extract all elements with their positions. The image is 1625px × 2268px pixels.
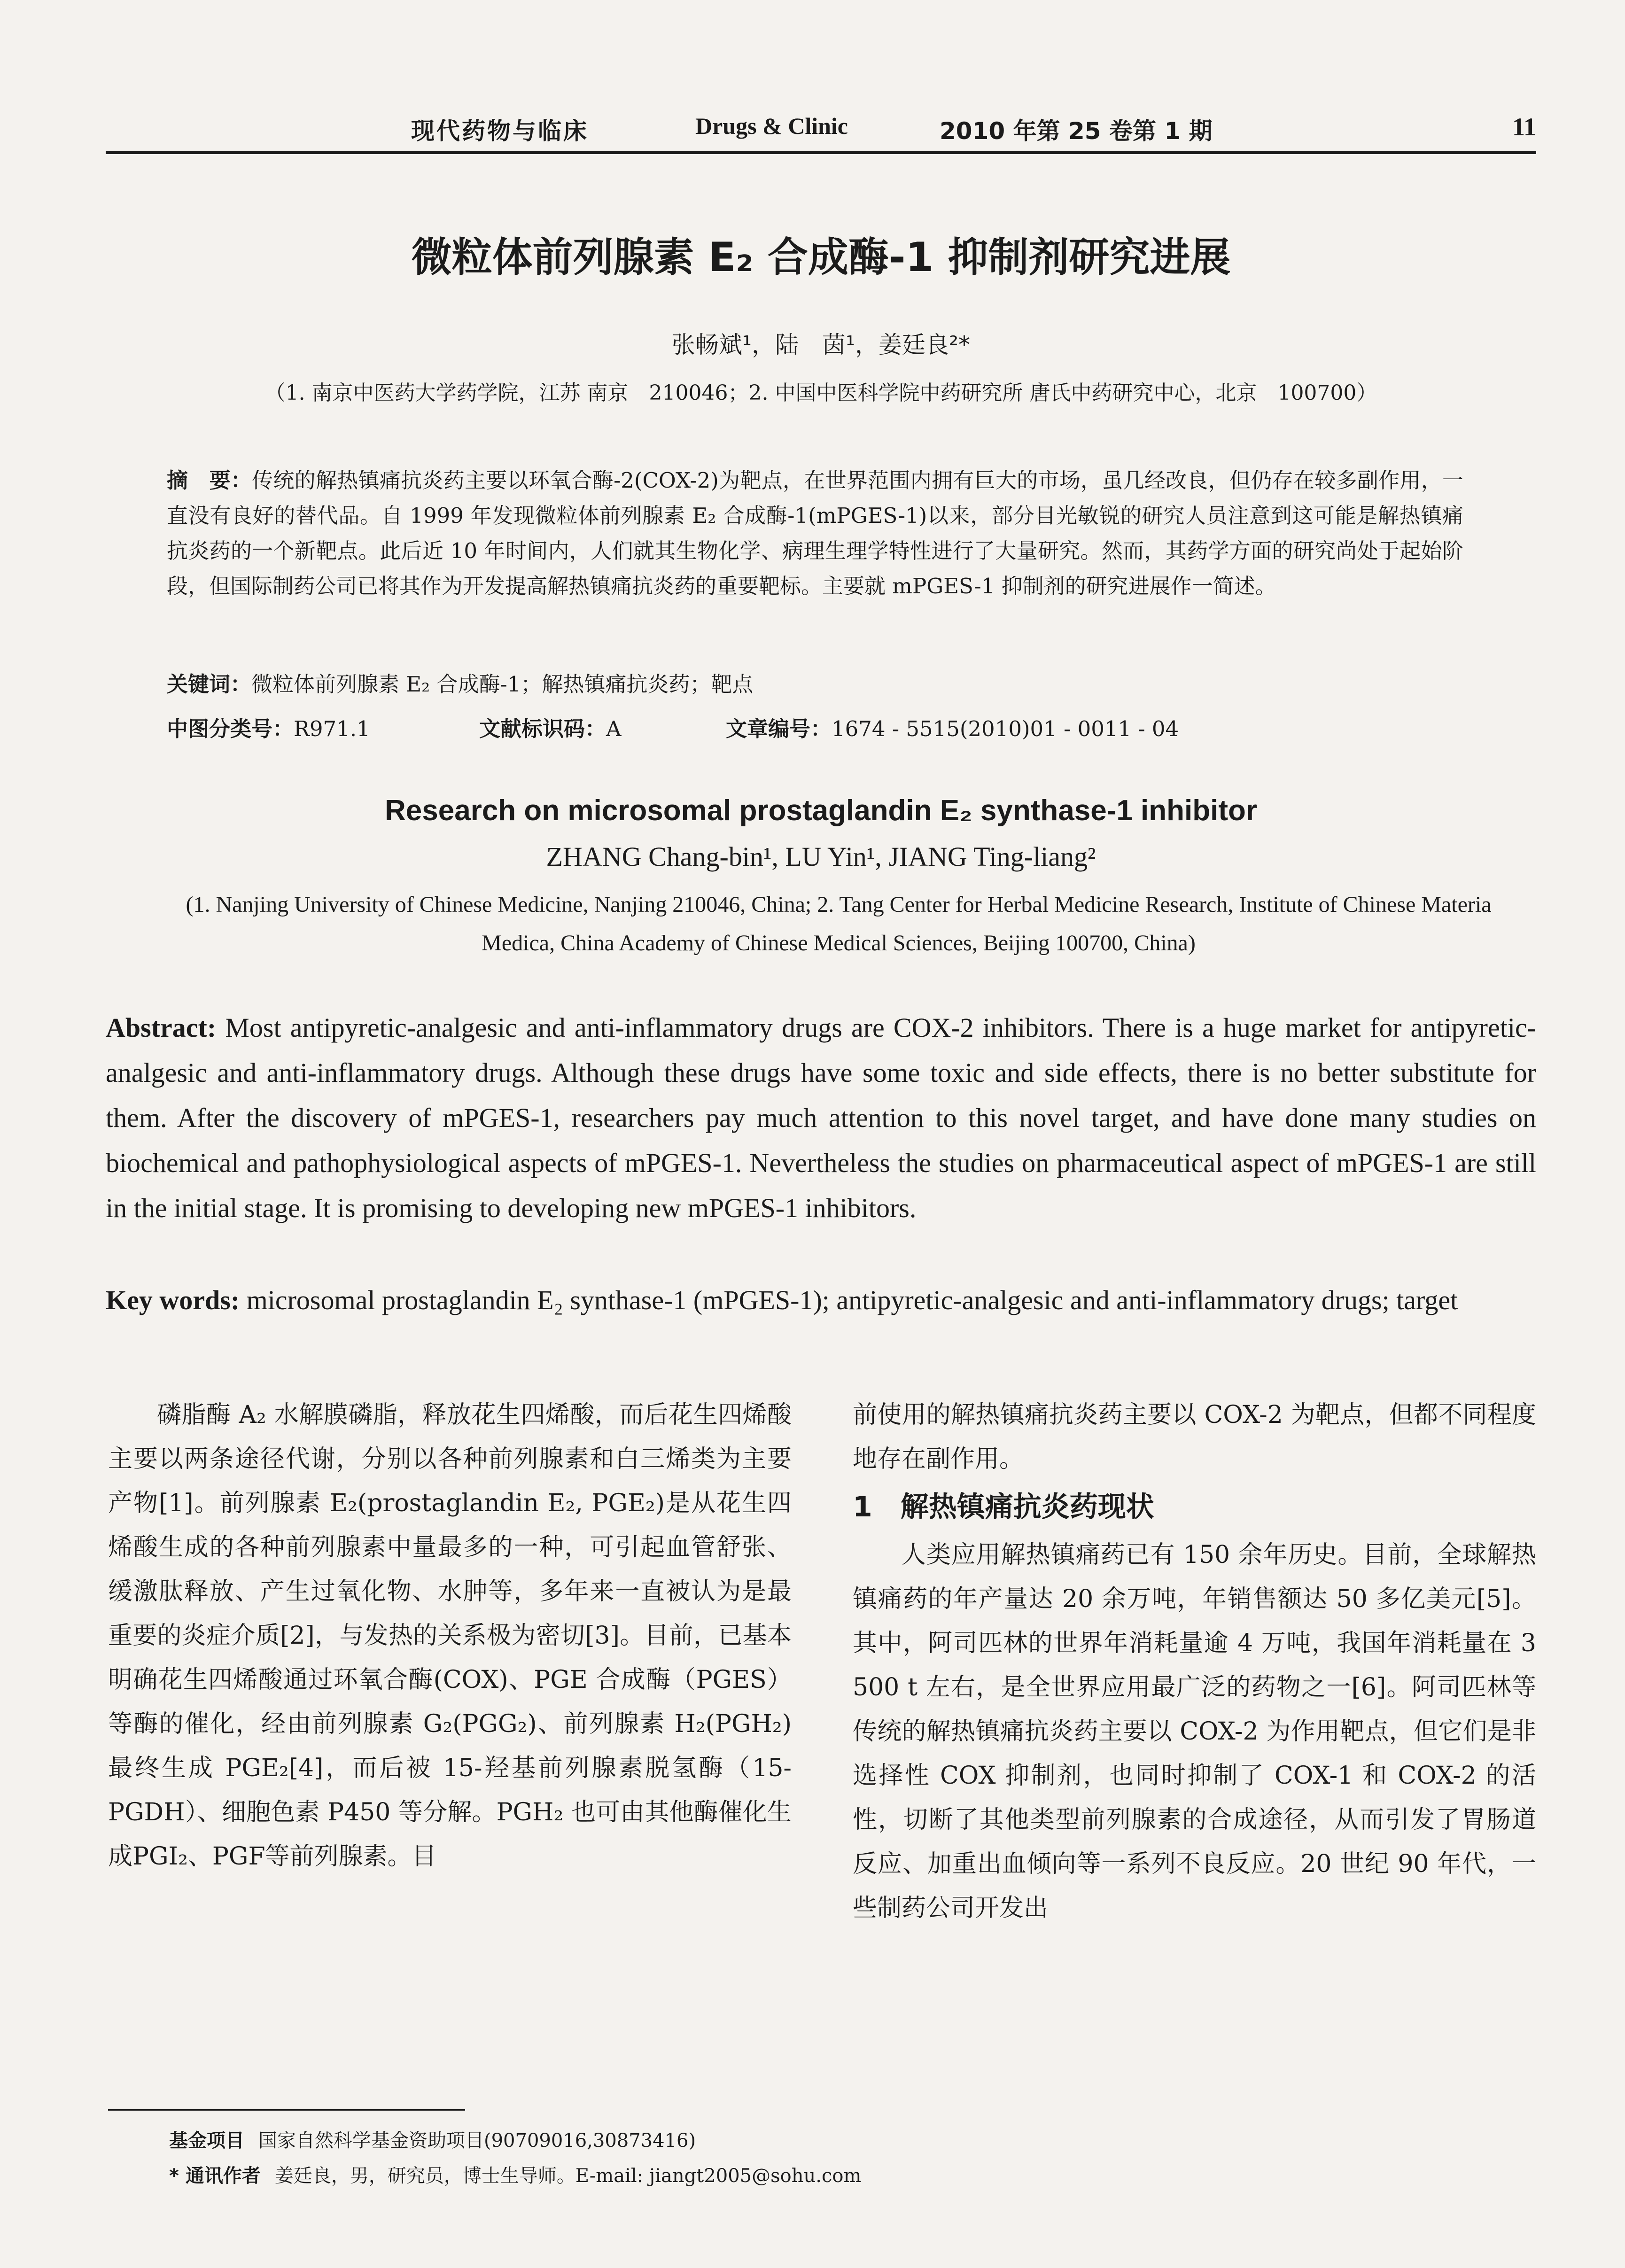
article-title-en: Research on microsomal prostaglandin E₂ synthase-1 inhibitor xyxy=(385,794,1257,827)
body-paragraph: 前使用的解热镇痛抗炎药主要以 COX-2 为靶点，但都不同程度地存在副作用。 xyxy=(853,1401,1536,1473)
clc-number: 中图分类号：R971.1 xyxy=(167,716,370,741)
page-number: 11 xyxy=(1512,113,1536,141)
footnotes xyxy=(169,2123,1203,2194)
article-title-cn: 微粒体前列腺素 E₂ 合成酶-1 抑制剂研究进展 xyxy=(411,234,1231,281)
body-paragraph: 磷脂酶 A₂ 水解膜磷脂，释放花生四烯酸，而后花生四烯酸主要以两条途径代谢，分别以各种前列腺素和白三烯类为主要产物[1]。前列腺素 E₂(prostaglandin E₂, PGE₂)是从花生四烯酸生成的各种前列腺素中量最多的一种，可引起血管舒张、缓激肽释放、产生过氧化物、水肿等，多年来一直被认为是最重要的炎症介质[2]，与发热的关系极为密切[3]。目前，已基本明确花生四烯酸通过环氧合酶(COX)、PGE 合成酶（PGES）等酶的催化，经由前列腺素 G₂(PGG₂)、前列腺素 H₂(PGH₂)最终生成 PGE₂[4]，而后被 15-羟基前列腺素脱氢酶（15-PGDH）、细胞色素 P450 等分解。PGH₂ 也可由其他酶催化生成PGI₂、PGF等前列腺素。目 xyxy=(108,1401,792,1871)
classification-line xyxy=(167,712,1463,745)
funding-note: 基金项目 国家自然科学基金资助项目(90709016,30873416) xyxy=(169,2130,696,2151)
keywords-en-label: Key words: xyxy=(106,1285,240,1315)
abstract-cn-label: 摘 要： xyxy=(167,468,252,493)
journal-name-en: Drugs & Clinic xyxy=(695,113,848,139)
authors-cn: 张畅斌¹，陆 茵¹，姜廷良²* xyxy=(671,331,971,358)
keywords-cn-label: 关键词： xyxy=(167,672,252,697)
affiliation-en: (1. Nanjing University of Chinese Medicine, Nanjing 210046, China; 2. Tang Center for Herbal Medicine Research, Institute of Chinese Materia Medica, China Academy of Chinese Medical Sciences, Beijing 100700, China) xyxy=(186,892,1492,955)
keywords-en-text: microsomal prostaglandin E₂ synthase-1 (mPGES-1); antipyretic-analgesic and anti-inflammatory drugs; target xyxy=(246,1285,1458,1315)
issue-info: 2010 年第 25 卷第 1 期 xyxy=(940,117,1213,145)
body-column-left xyxy=(108,1393,792,1879)
keywords-en xyxy=(106,1278,1536,1323)
abstract-en-text: Most antipyretic-analgesic and anti-inflammatory drugs are COX-2 inhibitors. There is a huge market for antipyretic-analgesic and anti-inflammatory drugs. Although these drugs have some toxic and side effects, there is no better substitute for them. After the discovery of mPGES-1, researchers pay much attention to this novel target, and have done many studies on biochemical and pathophysiological aspects of mPGES-1. Nevertheless the studies on pharmaceutical aspect of mPGES-1 are still in the initial stage. It is promising to developing new mPGES-1 inhibitors. xyxy=(106,1012,1536,1223)
running-head xyxy=(106,106,1536,153)
keywords-cn-text: 微粒体前列腺素 E₂ 合成酶-1；解热镇痛抗炎药；靶点 xyxy=(251,672,754,697)
authors-en: ZHANG Chang-bin¹, LU Yin¹, JIANG Ting-liang² xyxy=(546,841,1096,872)
abstract-en-label: Abstract: xyxy=(106,1012,217,1043)
abstract-cn xyxy=(167,463,1463,604)
corresponding-author-note: * 通讯作者 姜廷良，男，研究员，博士生导师。E-mail: jiangt2005@sohu.com xyxy=(169,2165,862,2187)
section-heading: 1 解热镇痛抗炎药现状 xyxy=(853,1491,1154,1523)
body-column-right xyxy=(853,1393,1536,1930)
article-number: 文章编号：1674 - 5515(2010)01 - 0011 - 04 xyxy=(726,716,1179,741)
keywords-cn xyxy=(167,667,1463,698)
footnote-rule xyxy=(108,2109,465,2111)
body-paragraph: 人类应用解热镇痛药已有 150 余年历史。目前，全球解热镇痛药的年产量达 20 余万吨，年销售额达 50 多亿美元[5]。其中，阿司匹林的世界年消耗量逾 4 万吨，我国年消耗量在 3 500 t 左右，是全世界应用最广泛的药物之一[6]。阿司匹林等传统的解热镇痛抗炎药主要以 COX-2 为作用靶点，但它们是非选择性 COX 抑制剂，也同时抑制了 COX-1 和 COX-2 的活性，切断了其他类型前列腺素的合成途径，从而引发了胃肠道反应、加重出血倾向等一系列不良反应。20 世纪 90 年代，一些制药公司开发出 xyxy=(853,1541,1536,1922)
header-rule xyxy=(106,151,1536,154)
journal-name-cn: 现代药物与临床 xyxy=(411,117,589,145)
document-code: 文献标识码：A xyxy=(479,716,622,741)
affiliation-cn: （1. 南京中医药大学药学院，江苏 南京 210046；2. 中国中医科学院中药研究所 唐氏中药研究中心，北京 100700） xyxy=(264,381,1377,405)
abstract-en xyxy=(106,1005,1536,1231)
abstract-cn-text: 传统的解热镇痛抗炎药主要以环氧合酶-2(COX-2)为靶点，在世界范围内拥有巨大的市场，虽几经改良，但仍存在较多副作用，一直没有良好的替代品。自 1999 年发现微粒体前列腺素 E₂ 合成酶-1(mPGES-1)以来，部分目光敏锐的研究人员注意到这可能是解热镇痛抗炎药的一个新靶点。此后近 10 年时间内，人们就其生物化学、病理生理学特性进行了大量研究。然而，其药学方面的研究尚处于起始阶段，但国际制药公司已将其作为开发提高解热镇痛抗炎药的重要靶标。主要就 mPGES-1 抑制剂的研究进展作一简述。 xyxy=(167,468,1463,598)
